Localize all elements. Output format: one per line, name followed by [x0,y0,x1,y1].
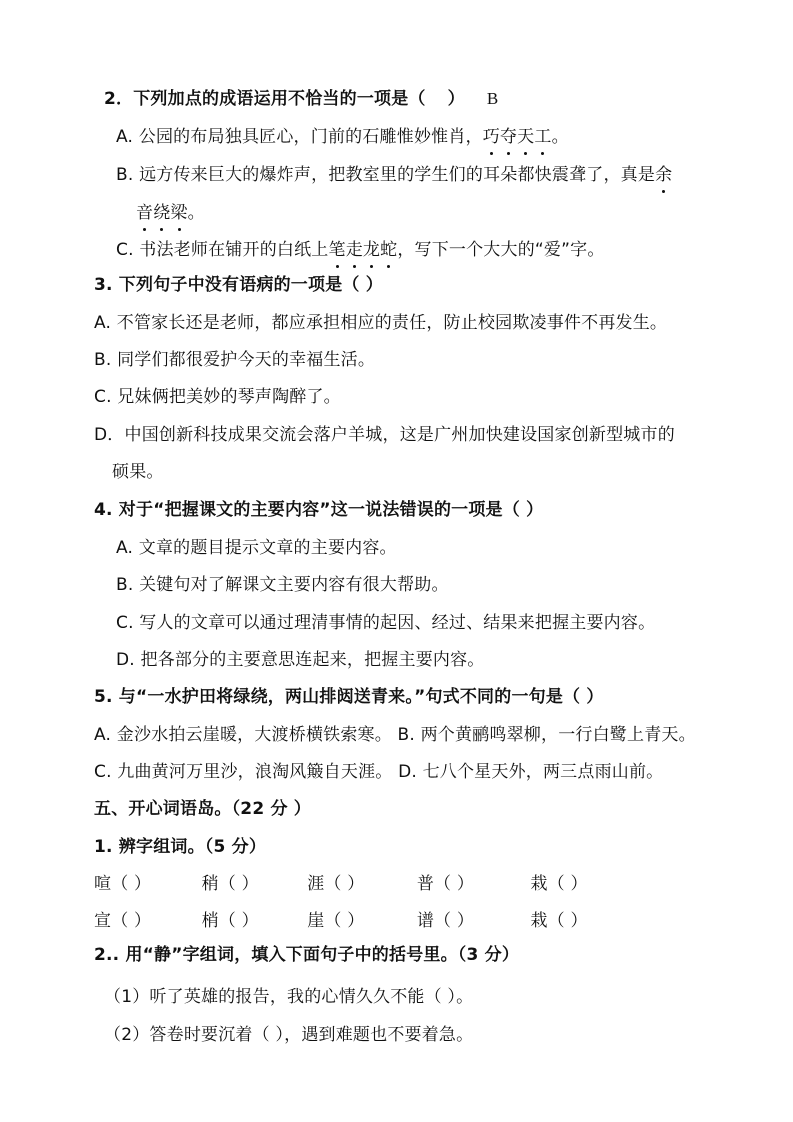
section-5-sub1-title: 1. 辨字组词。（5 分） [94,837,267,857]
emphasis-char: 蛇 [380,240,398,260]
q4-option-b: B. 关键句对了解课文主要内容有很大帮助。 [116,575,449,595]
question-text: 下列加点的成语运用不恰当的一项是（ [133,89,426,109]
option-text: 远方传来巨大的爆炸声，把教室里的学生们的耳朵都快震聋了，真是 [139,165,656,185]
q3-option-c: C. 兄妹俩把美妙的琴声陶醉了。 [94,387,341,407]
char-blank[interactable]: 栽（ ） [530,874,588,894]
char-pair-row-2 [94,910,588,932]
emphasis-char: 天 [517,127,535,147]
char-blank[interactable]: 涯（ ） [307,874,365,894]
char-blank[interactable]: 喧（ ） [94,874,152,894]
q4-option-a: A. 文章的题目提示文章的主要内容。 [116,538,397,558]
paren-close: ） [447,89,465,109]
emphasis-char: 巧 [482,127,500,147]
question-4-title: 4. 对于“把握课文的主要内容”这一说法错误的一项是（ ） [94,500,544,520]
option-text: ，写下一个大大的“爱”字。 [397,240,605,260]
q4-option-d: D. 把各部分的主要意思连起来，把握主要内容。 [116,650,485,670]
char-blank[interactable]: 稍（ ） [201,874,259,894]
q2-option-b-cont [136,202,205,224]
answer-mark: B [486,89,499,108]
char-pair-row-1 [94,873,588,895]
option-text: 书法老师在铺开的白纸上 [139,240,329,260]
char-blank[interactable]: 栽（ ） [530,911,588,931]
q5-options-row-1: A. 金沙水拍云崖暖，大渡桥横铁索寒。 B. 两个黄鹂鸣翠柳，一行白鹭上青天。 [94,725,696,745]
char-blank[interactable]: 梢（ ） [201,911,259,931]
option-label: B. [116,165,134,185]
punct: 。 [187,203,205,223]
emphasis-char: 夺 [499,127,518,147]
option-label: A. [116,127,134,147]
fill-blank-sentence-1[interactable]: （1）听了英雄的报告，我的心情久久不能（ ）。 [104,987,474,1007]
emphasis-char: 笔 [328,240,346,260]
question-number: 2． [104,89,134,109]
q3-option-a: A. 不管家长还是老师，都应承担相应的责任，防止校园欺凌事件不再发生。 [94,313,668,333]
question-2-title [104,88,498,110]
q3-option-d: D．中国创新科技成果交流会落户羊城，这是广州加快建设国家创新型城市的 [94,425,675,445]
emphasis-char: 绕 [153,203,171,223]
q5-options-row-2: C. 九曲黄河万里沙，浪淘风簸自天涯。 D. 七八个星天外，两三点雨山前。 [94,762,664,782]
emphasis-char: 音 [136,203,154,223]
char-blank[interactable]: 崖（ ） [307,911,365,931]
char-blank[interactable]: 谱（ ） [416,911,475,931]
question-3-title: 3. 下列句子中没有语病的一项是（ ） [94,275,383,295]
emphasis-char: 龙 [362,240,381,260]
char-blank[interactable]: 普（ ） [416,874,475,894]
q4-option-c: C. 写人的文章可以通过理清事情的起因、经过、结果来把握主要内容。 [116,613,656,633]
char-blank[interactable]: 宣（ ） [94,911,152,931]
section-5-title: 五、开心词语岛。（22 分 ） [94,799,311,819]
question-5-title: 5. 与“一水护田将绿绕，两山排闼送青来。”句式不同的一句是（ ） [94,687,604,707]
fill-blank-sentence-2[interactable]: （2）答卷时要沉着（ ），遇到难题也不要着急。 [104,1025,474,1045]
punct: 。 [551,127,569,147]
q3-option-d-cont: 硕果。 [112,462,164,482]
emphasis-char: 余 [655,165,673,185]
emphasis-char: 工 [534,127,552,147]
q2-option-a [116,126,569,148]
q3-option-b: B. 同学们都很爱护今天的幸福生活。 [94,350,376,370]
option-label: C. [116,240,134,260]
emphasis-char: 走 [345,240,363,260]
emphasis-char: 梁 [170,203,188,223]
q2-option-c [116,239,605,261]
option-text: 公园的布局独具匠心，门前的石雕惟妙惟肖， [138,127,483,147]
q2-option-b [116,164,672,186]
section-5-sub2-title: 2.. 用“静”字组词，填入下面句子中的括号里。（3 分） [94,945,520,965]
